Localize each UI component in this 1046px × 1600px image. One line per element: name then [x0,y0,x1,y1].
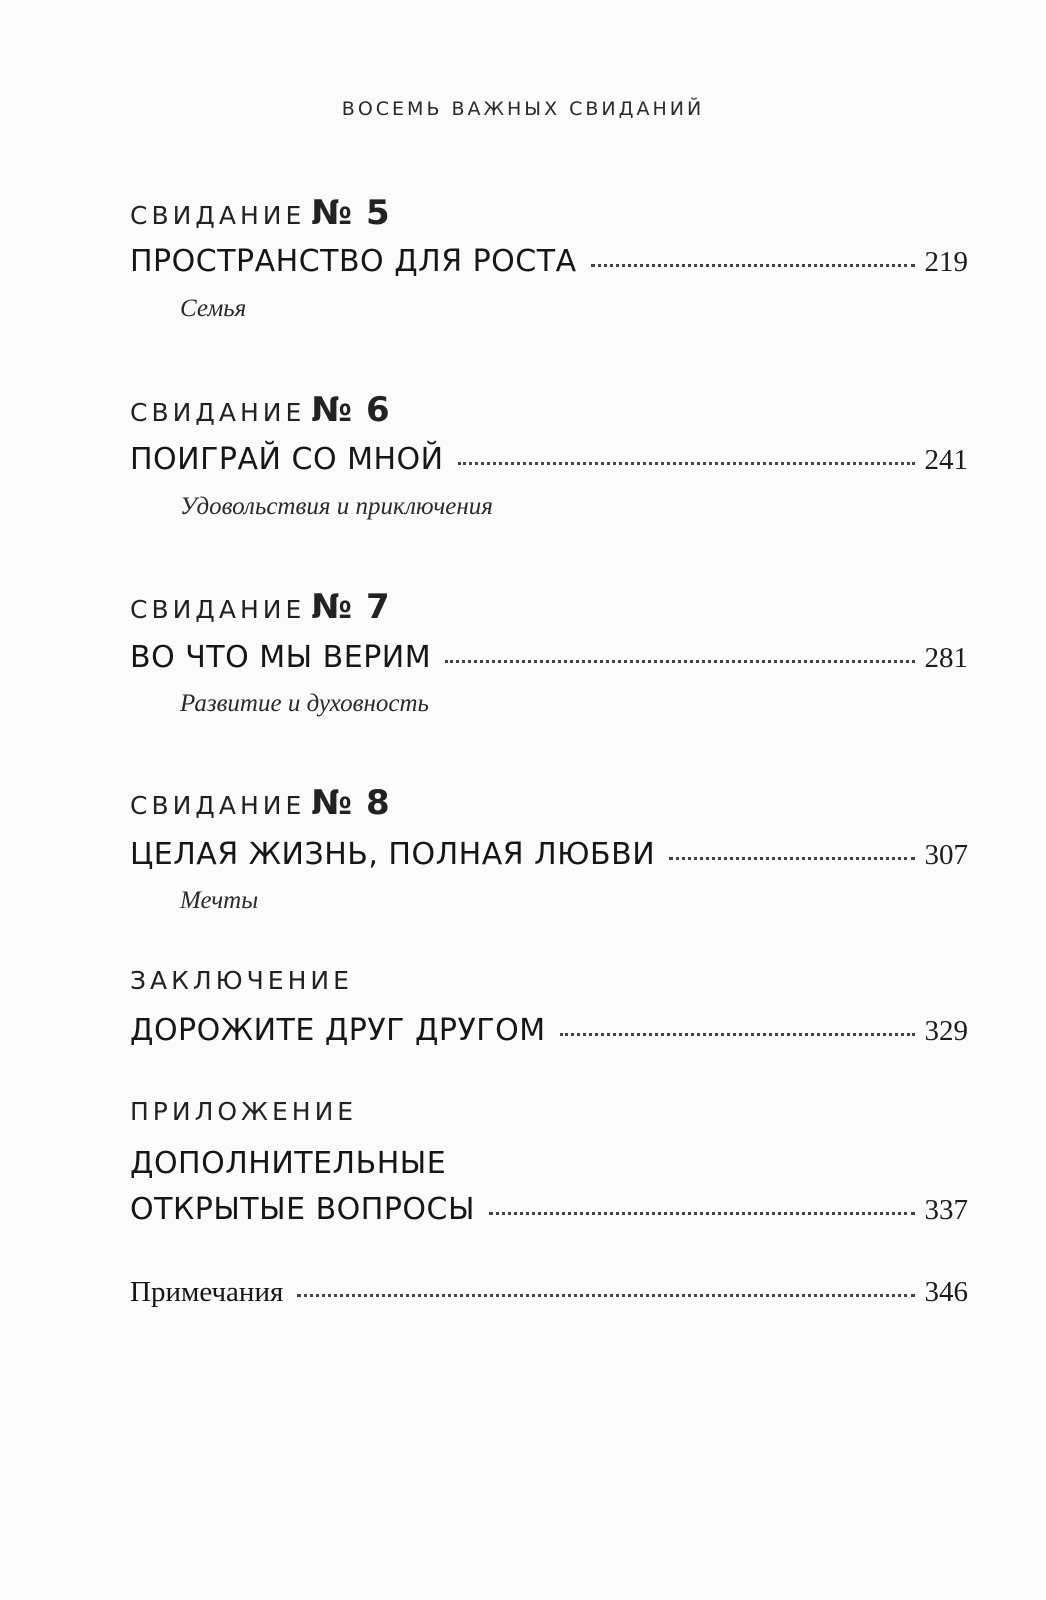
entry-number: № 7 [311,587,391,627]
entry-page-number: 281 [924,642,968,674]
toc-entry-row[interactable] [130,1013,968,1048]
entry-subtitle: Удовольствия и приключения [180,493,493,520]
conclusion-page-number: 329 [924,1015,968,1047]
toc-entry-row[interactable] [130,442,968,477]
notes-page-number: 346 [924,1276,968,1308]
entry-page-number: 241 [924,444,968,476]
dot-leader [560,1033,915,1036]
dot-leader [591,264,915,267]
entry-page-number: 307 [924,839,968,871]
toc-entry-row[interactable] [130,837,968,872]
entry-kicker-label: СВИДАНИЕ [130,791,306,820]
running-head: ВОСЕМЬ ВАЖНЫХ СВИДАНИЙ [341,98,705,120]
entry-kicker-label: СВИДАНИЕ [130,595,306,624]
entry-title: ПОИГРАЙ СО МНОЙ [130,442,444,477]
appendix-title-line2: ОТКРЫТЫЕ ВОПРОСЫ [130,1192,475,1227]
conclusion-title: ДОРОЖИТЕ ДРУГ ДРУГОМ [130,1013,546,1048]
entry-kicker [130,783,391,823]
entry-title: ЦЕЛАЯ ЖИЗНЬ, ПОЛНАЯ ЛЮБВИ [130,837,656,872]
appendix-title-line1: ДОПОЛНИТЕЛЬНЫЕ [130,1146,447,1181]
dot-leader [489,1212,915,1215]
toc-entry-row[interactable] [130,1276,968,1309]
dot-leader [445,660,914,663]
dot-leader [297,1294,914,1297]
notes-title: Примечания [130,1276,284,1308]
entry-kicker-label: СВИДАНИЕ [130,398,306,427]
appendix-kicker: ПРИЛОЖЕНИЕ [130,1097,358,1126]
entry-number: № 5 [311,193,391,233]
entry-page-number: 219 [924,246,968,278]
appendix-page-number: 337 [924,1194,968,1226]
toc-entry-row[interactable] [130,244,968,279]
dot-leader [458,462,915,465]
entry-subtitle: Развитие и духовность [180,690,429,717]
entry-title: ПРОСТРАНСТВО ДЛЯ РОСТА [130,244,577,279]
entry-kicker [130,390,391,430]
entry-subtitle: Семья [180,295,247,322]
dot-leader [669,857,914,860]
entry-kicker [130,193,391,233]
entry-number: № 6 [311,390,391,430]
entry-kicker-label: СВИДАНИЕ [130,201,306,230]
toc-entry-row[interactable] [130,1192,968,1227]
entry-title: ВО ЧТО МЫ ВЕРИМ [130,640,432,675]
conclusion-kicker: ЗАКЛЮЧЕНИЕ [130,966,353,995]
toc-entry-row[interactable] [130,640,968,675]
entry-subtitle: Мечты [180,887,259,914]
entry-kicker [130,587,391,627]
entry-number: № 8 [311,783,391,823]
